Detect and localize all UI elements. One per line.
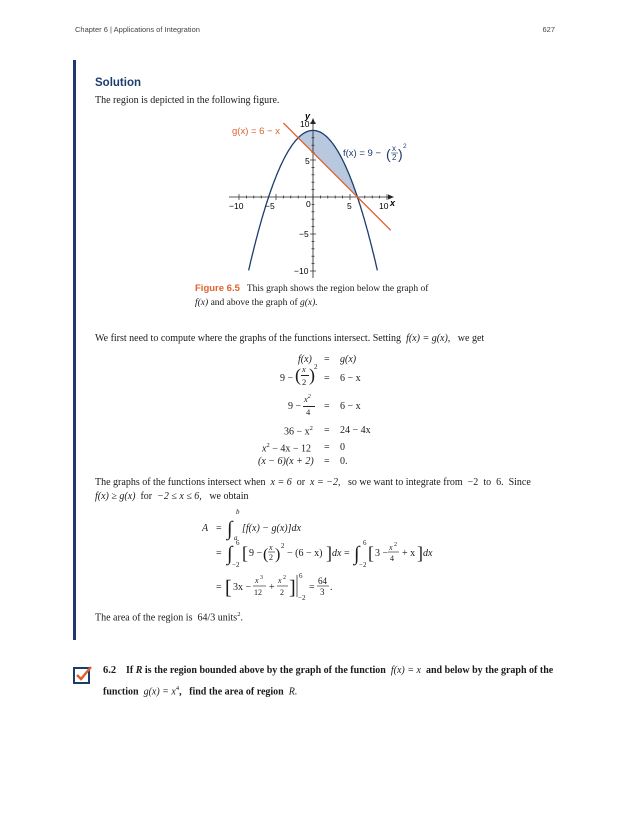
svg-text:3: 3 [260,575,263,581]
svg-text:3: 3 [320,587,325,597]
svg-text:4: 4 [390,554,394,563]
svg-text:=: = [309,582,315,593]
svg-text:6: 6 [299,572,303,580]
x-tick-label: 10 [379,201,389,211]
svg-text:−2: −2 [359,561,367,569]
svg-text:dx: dx [332,548,342,559]
eq-r3-den: 4 [306,407,311,417]
solution-intro: The region is depicted in the following figure. [95,95,280,106]
svg-text:=: = [216,548,222,559]
g-label: g(x) = 6 − x [232,126,281,137]
svg-text:3x −: 3x − [233,582,252,593]
x-tick-label: 0 [306,199,311,209]
eq-r2-sup: 2 [314,363,318,371]
eq-r3-right: 6 − x [340,401,361,412]
y-tick-label: 10 [300,119,310,129]
exercise-line1: If R is the region bounded above by the graph of the function f(x) = x and below by the graph of the [126,665,554,676]
svg-text:− (6 − x): − (6 − x) [287,548,323,559]
svg-text:dx: dx [423,548,433,559]
caption-label: Figure 6.5 [195,283,240,294]
eq-r6-right: 0. [340,456,348,467]
eq-r2-den: 2 [302,377,307,387]
eq-r3-num: $x^2$ [304,394,311,404]
svg-text:): ) [398,146,403,162]
x-tick-label: −5 [265,201,275,211]
y-axis-label: y [305,111,311,121]
svg-text:2: 2 [403,143,407,150]
eq-r2-left: 9 − [280,373,294,384]
solution-title: Solution [95,77,141,89]
x-axis-label: x [390,198,396,208]
eq-r3-left: 9 − [288,401,302,412]
eq-r5-eq: = [324,442,330,453]
running-header: Chapter 6 | Applications of Integration [75,25,200,34]
svg-text:−2: −2 [298,594,306,602]
y-tick-label: 5 [305,156,310,166]
paragraph-area: The area of the region is 64/3 units$^2$. [95,611,243,624]
svg-text:6: 6 [363,539,367,547]
svg-text:2: 2 [281,542,285,550]
eq-r4-left: $36 - x^2$ [284,425,313,438]
svg-text:(: ( [263,546,269,563]
svg-text:9 −: 9 − [249,548,263,559]
caption-g: g(x). [300,298,318,308]
exercise-line2: function $g(x) = x^4$, find the area of region R. [103,685,298,698]
eq-r5-left: $x^2 - 4x - 12$ [262,442,311,455]
svg-text:b: b [236,508,240,516]
svg-text:[f(x) − g(x)]dx: [f(x) − g(x)]dx [242,523,301,534]
svg-text:x: x [269,543,273,552]
paragraph-integrate: The graphs of the functions intersect when x = 6 or x = −2, so we want to integrate from −2 to 6. Since [95,477,531,488]
eq-r4-eq: = [324,425,330,436]
svg-text:3 −: 3 − [375,548,389,559]
svg-text:2: 2 [392,153,397,162]
svg-text:6: 6 [236,539,240,547]
svg-text:[: [ [368,543,374,563]
paragraph-since: f(x) ≥ g(x) for −2 ≤ x ≤ 6, we obtain [95,491,249,502]
eq-r4-right: 24 − 4x [340,425,371,436]
exercise-checkmark-icon [73,665,93,685]
svg-text:2: 2 [269,553,273,562]
svg-text:.: . [330,582,333,593]
eq-r2-paren2: ) [309,365,315,385]
svg-text:∫: ∫ [354,543,360,565]
svg-text:12: 12 [254,588,262,597]
svg-text:[: [ [225,577,232,599]
svg-text:64: 64 [318,576,327,586]
svg-text:x: x [389,543,393,552]
eq-r6-left: (x − 6)(x + 2) [258,456,314,467]
eq-r3-eq: = [324,401,330,412]
svg-text:]: ] [417,543,423,563]
page-number: 627 [542,25,555,34]
caption-f: f(x) [195,298,209,308]
eq-r1-right: g(x) [340,354,357,365]
x-tick-label: −10 [229,201,244,211]
svg-text:=: = [344,548,350,559]
eq-r1-left: f(x) [298,354,312,365]
svg-text:x: x [392,144,396,153]
x-tick-label: 5 [347,201,352,211]
svg-text:2: 2 [283,575,286,581]
svg-text:x: x [278,576,282,585]
y-tick-label: −5 [299,229,309,239]
f-label: f(x) = 9 − [343,148,382,159]
caption-mid: and above the graph of [210,298,298,308]
svg-text:+ x: + x [402,548,416,559]
eq-r2-right: 6 − x [340,373,361,384]
svg-text:): ) [275,546,281,563]
svg-text:(: ( [386,146,391,162]
svg-text:x: x [255,576,259,585]
eq-r6-eq: = [324,456,330,467]
caption-line1: This graph shows the region below the graph of [246,284,429,294]
svg-text:]: ] [326,543,332,563]
eq-r1-eq: = [324,354,330,365]
svg-text:]: ] [289,577,296,599]
svg-text:2: 2 [394,542,397,548]
eq-r2-eq: = [324,373,330,384]
paragraph-intersect: We first need to compute where the graphs of the functions intersect. Setting f(x) = g(x), we get [95,333,485,344]
svg-text:=: = [216,582,222,593]
eq-r2-paren: ( [295,365,301,385]
eq-r2-num: x [302,364,306,374]
svg-text:[: [ [242,543,248,563]
svg-text:−2: −2 [232,561,240,569]
svg-text:A: A [202,523,209,534]
svg-text:a: a [234,534,238,542]
svg-text:∫: ∫ [227,543,233,565]
svg-text:∫: ∫ [227,518,233,540]
exercise-number: 6.2 [103,665,117,676]
svg-text:=: = [216,523,222,534]
y-tick-label: −10 [294,266,309,276]
svg-text:2: 2 [280,588,284,597]
svg-text:+: + [269,582,275,593]
eq-r5-right: 0 [340,442,345,453]
